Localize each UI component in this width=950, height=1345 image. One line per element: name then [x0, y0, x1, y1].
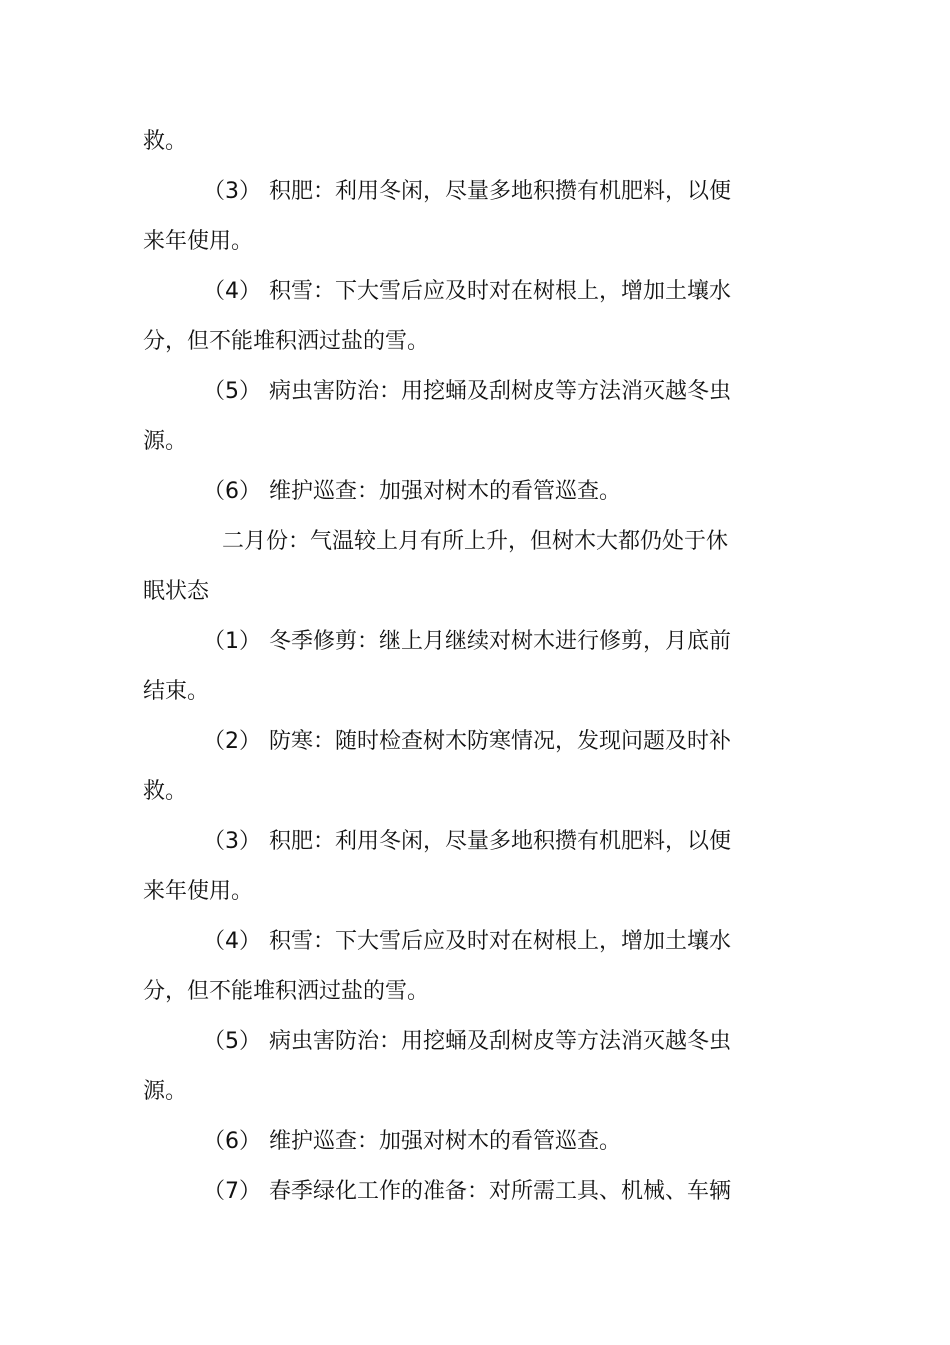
- line-text: 分，但不能堆积洒过盐的雪。: [143, 329, 430, 354]
- line-text: 来年使用。: [143, 229, 254, 254]
- line-text: 积肥：利用冬闲，尽量多地积攒有机肥料，以便: [269, 179, 732, 204]
- line-text: 冬季修剪：继上月继续对树木进行修剪，月底前: [269, 629, 732, 654]
- line-text: 结束。: [143, 679, 210, 704]
- line-text: 分，但不能堆积洒过盐的雪。: [143, 979, 430, 1004]
- text-line: [143, 1078, 753, 1106]
- text-line: [143, 978, 753, 1006]
- text-line: [143, 778, 753, 806]
- list-item: [203, 828, 753, 856]
- line-text: 维护巡查：加强对树木的看管巡查。: [269, 479, 622, 504]
- list-item: [203, 1128, 753, 1156]
- item-number: （3）: [203, 179, 261, 204]
- line-text: 维护巡查：加强对树木的看管巡查。: [269, 1129, 622, 1154]
- line-text: 病虫害防治：用挖蛹及刮树皮等方法消灭越冬虫: [269, 379, 732, 404]
- list-item: [203, 728, 753, 756]
- line-text: 源。: [143, 429, 188, 454]
- line-text: 防寒：随时检查树木防寒情况，发现问题及时补: [269, 729, 732, 754]
- item-number: （6）: [203, 479, 261, 504]
- line-text: 二月份：气温较上月有所上升，但树木大都仍处于休: [222, 529, 729, 554]
- text-line: [143, 578, 753, 606]
- item-number: （4）: [203, 929, 261, 954]
- line-text: 积雪：下大雪后应及时对在树根上，增加土壤水: [269, 929, 732, 954]
- item-number: （5）: [203, 379, 261, 404]
- text-line: [143, 428, 753, 456]
- text-line: [143, 128, 753, 156]
- line-text: 积肥：利用冬闲，尽量多地积攒有机肥料，以便: [269, 829, 732, 854]
- list-item: [203, 478, 753, 506]
- list-item: [203, 1178, 753, 1206]
- item-number: （4）: [203, 279, 261, 304]
- list-item: [203, 628, 753, 656]
- item-number: （7）: [203, 1179, 261, 1204]
- text-line: [143, 228, 753, 256]
- list-item: [203, 178, 753, 206]
- text-line: [143, 328, 753, 356]
- line-text: 春季绿化工作的准备：对所需工具、机械、车辆: [269, 1179, 732, 1204]
- line-text: 眠状态: [143, 579, 210, 604]
- item-number: （1）: [203, 629, 261, 654]
- list-item: [203, 1028, 753, 1056]
- text-line: [143, 678, 753, 706]
- item-number: （6）: [203, 1129, 261, 1154]
- line-text: 救。: [143, 129, 188, 154]
- list-item: [203, 928, 753, 956]
- line-text: 源。: [143, 1079, 188, 1104]
- text-line: [143, 878, 753, 906]
- section-heading: [222, 528, 753, 556]
- line-text: 救。: [143, 779, 188, 804]
- line-text: 积雪：下大雪后应及时对在树根上，增加土壤水: [269, 279, 732, 304]
- line-text: 来年使用。: [143, 879, 254, 904]
- item-number: （2）: [203, 729, 261, 754]
- item-number: （5）: [203, 1029, 261, 1054]
- list-item: [203, 378, 753, 406]
- item-number: （3）: [203, 829, 261, 854]
- list-item: [203, 278, 753, 306]
- line-text: 病虫害防治：用挖蛹及刮树皮等方法消灭越冬虫: [269, 1029, 732, 1054]
